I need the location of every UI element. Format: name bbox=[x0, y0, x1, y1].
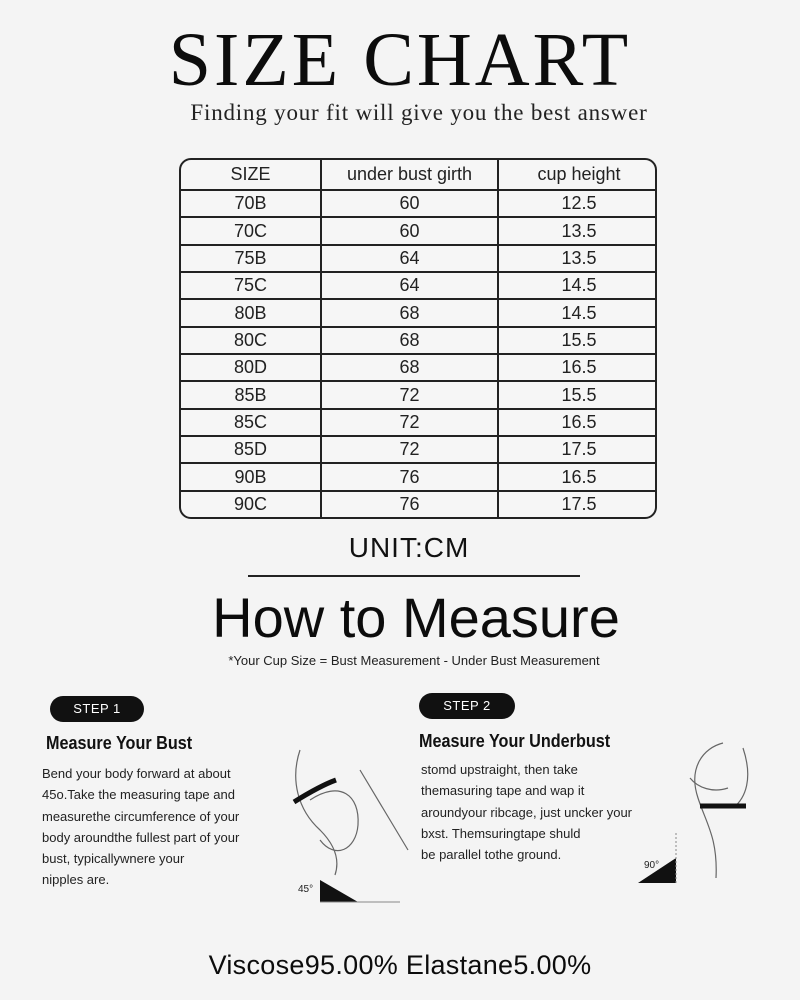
size-cell: 80C bbox=[181, 327, 321, 354]
size-cell: 85C bbox=[181, 409, 321, 436]
table-row bbox=[181, 217, 657, 244]
size-cell: 80B bbox=[181, 299, 321, 326]
size-cell: 85D bbox=[181, 436, 321, 463]
step-1-badge: STEP 1 bbox=[50, 696, 144, 722]
how-to-measure-heading: How to Measure bbox=[212, 586, 620, 649]
girth-cell: 76 bbox=[321, 463, 498, 490]
girth-cell: 68 bbox=[321, 354, 498, 381]
cup-height-cell: 16.5 bbox=[498, 409, 657, 436]
table-header-row bbox=[181, 160, 657, 190]
cup-height-cell: 17.5 bbox=[561, 493, 597, 514]
girth-cell: 64 bbox=[321, 272, 498, 299]
table-row bbox=[181, 491, 657, 517]
table-row bbox=[181, 245, 657, 272]
cup-height-cell: 15.5 bbox=[498, 381, 657, 408]
cup-height-cell: 13.5 bbox=[498, 245, 657, 272]
underbust-measure-illustration bbox=[628, 738, 778, 888]
page-title: SIZE CHART bbox=[168, 18, 632, 102]
size-cell: 75C bbox=[181, 272, 321, 299]
cup-height-cell: 14.5 bbox=[498, 299, 657, 326]
step-2-instructions: stomd upstraight, then take themasuring tape and wap it aroundyour ribcage, just uncker your bxst. Themsuringtape shuld be parallel tothe ground. bbox=[421, 762, 633, 863]
cup-height-cell: 15.5 bbox=[498, 327, 657, 354]
size-table bbox=[179, 158, 657, 519]
fabric-composition: Viscose95.00% Elastane5.00% bbox=[208, 950, 592, 980]
cup-size-formula-note: *Your Cup Size = Bust Measurement - Under Bust Measurement bbox=[228, 653, 600, 668]
size-cell: 70C bbox=[181, 217, 321, 244]
page-subtitle: Finding your fit will give you the best answer bbox=[190, 100, 648, 125]
step-2-badge: STEP 2 bbox=[419, 693, 515, 719]
girth-cell: 68 bbox=[321, 299, 498, 326]
cup-height-cell: 12.5 bbox=[498, 190, 657, 217]
table-row bbox=[181, 463, 657, 490]
size-cell: 80D bbox=[181, 354, 321, 381]
unit-label: UNIT:CM bbox=[348, 532, 470, 563]
table-row bbox=[181, 436, 657, 463]
column-header-size: SIZE bbox=[181, 160, 321, 190]
step-1-heading: Measure Your Bust bbox=[46, 733, 193, 753]
girth-cell: 72 bbox=[321, 436, 498, 463]
table-row bbox=[181, 409, 657, 436]
divider bbox=[248, 575, 580, 577]
size-cell: 75B bbox=[181, 245, 321, 272]
cup-height-cell: 16.5 bbox=[498, 463, 657, 490]
girth-cell: 72 bbox=[321, 381, 498, 408]
step-1-instructions: Bend your body forward at about 45o.Take the measuring tape and measurethe circumference of your body aroundthe fullest part of your bust, typicallywnere your nipples are. bbox=[42, 766, 240, 888]
angle-label-90: 90° bbox=[644, 860, 660, 871]
cup-height-cell: 13.5 bbox=[498, 217, 657, 244]
cup-height-cell: 14.5 bbox=[498, 272, 657, 299]
step-2-heading: Measure Your Underbust bbox=[419, 731, 611, 751]
girth-cell: 60 bbox=[321, 217, 498, 244]
cup-height-cell: 16.5 bbox=[498, 354, 657, 381]
girth-cell: 68 bbox=[321, 327, 498, 354]
bust-measure-illustration bbox=[280, 740, 420, 910]
girth-cell: 76 bbox=[321, 491, 498, 517]
size-cell: 90C bbox=[181, 491, 321, 517]
size-cell: 85B bbox=[181, 381, 321, 408]
column-header-cup-height: cup height bbox=[498, 160, 657, 190]
angle-label-45: 45° bbox=[298, 884, 314, 895]
table-row bbox=[181, 272, 657, 299]
table-row bbox=[181, 327, 657, 354]
size-cell: 70B bbox=[181, 190, 321, 217]
table-row bbox=[181, 190, 657, 217]
column-header-under-bust-girth: under bust girth bbox=[321, 160, 498, 190]
girth-cell: 64 bbox=[321, 245, 498, 272]
cup-height-cell: 17.5 bbox=[498, 436, 657, 463]
table-row bbox=[181, 299, 657, 326]
girth-cell: 60 bbox=[321, 190, 498, 217]
size-cell: 90B bbox=[181, 463, 321, 490]
table-row bbox=[181, 354, 657, 381]
table-row bbox=[181, 381, 657, 408]
girth-cell: 72 bbox=[321, 409, 498, 436]
